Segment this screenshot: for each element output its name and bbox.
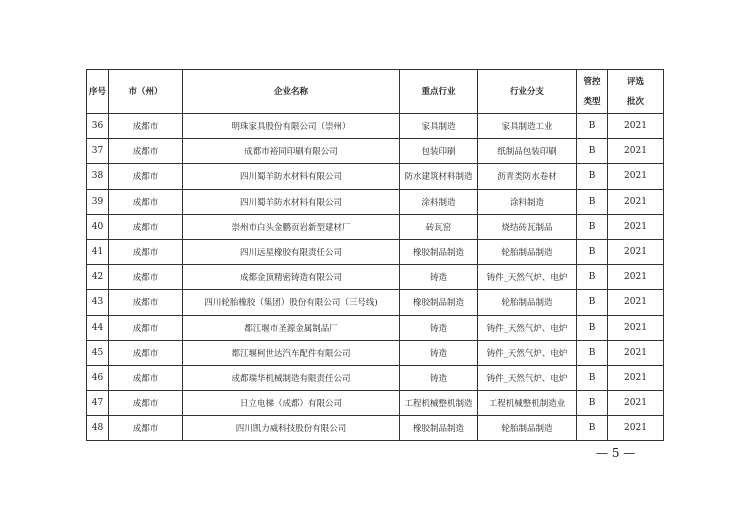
cell-index: 45	[87, 340, 109, 365]
cell-branch: 烧结砖瓦制品	[478, 214, 577, 239]
cell-control-type: B	[577, 290, 608, 315]
cell-industry: 涂料制造	[400, 189, 478, 214]
cell-city: 成都市	[109, 114, 183, 139]
cell-batch: 2021	[608, 391, 664, 416]
cell-city: 成都市	[109, 315, 183, 340]
table-row	[87, 139, 664, 164]
cell-branch: 轮胎制品制造	[478, 416, 577, 441]
cell-company: 都江堰市圣源金属制品厂	[183, 315, 400, 340]
cell-company: 四川蜀羊防水材料有限公司	[183, 189, 400, 214]
table-row	[87, 189, 664, 214]
cell-control-type: B	[577, 114, 608, 139]
cell-index: 42	[87, 265, 109, 290]
header-index: 序号	[87, 70, 109, 114]
cell-batch: 2021	[608, 189, 664, 214]
table-row	[87, 391, 664, 416]
cell-index: 40	[87, 214, 109, 239]
cell-industry: 砖瓦窑	[400, 214, 478, 239]
cell-batch: 2021	[608, 340, 664, 365]
cell-city: 成都市	[109, 139, 183, 164]
cell-company: 成都市裕同印刷有限公司	[183, 139, 400, 164]
cell-branch: 家具制造工业	[478, 114, 577, 139]
cell-company: 崇州市白头金鹏页岩新型建材厂	[183, 214, 400, 239]
cell-company: 四川轮胎橡胶（集团）股份有限公司（三号线)	[183, 290, 400, 315]
cell-batch: 2021	[608, 416, 664, 441]
cell-branch: 涂料制造	[478, 189, 577, 214]
cell-control-type: B	[577, 189, 608, 214]
cell-branch: 铸件_天然气炉、电炉	[478, 315, 577, 340]
cell-index: 43	[87, 290, 109, 315]
header-control-type-text: 管控类型	[583, 76, 601, 107]
cell-index: 38	[87, 164, 109, 189]
table-row	[87, 265, 664, 290]
cell-batch: 2021	[608, 214, 664, 239]
cell-company: 日立电梯（成都）有限公司	[183, 391, 400, 416]
cell-batch: 2021	[608, 164, 664, 189]
cell-index: 44	[87, 315, 109, 340]
cell-city: 成都市	[109, 164, 183, 189]
cell-branch: 轮胎制品制造	[478, 290, 577, 315]
cell-control-type: B	[577, 365, 608, 390]
cell-company: 四川蜀羊防水材料有限公司	[183, 164, 400, 189]
cell-branch: 工程机械整机制造业	[478, 391, 577, 416]
header-company: 企业名称	[183, 70, 400, 114]
cell-control-type: B	[577, 340, 608, 365]
cell-branch: 铸件_天然气炉、电炉	[478, 265, 577, 290]
cell-city: 成都市	[109, 416, 183, 441]
cell-city: 成都市	[109, 189, 183, 214]
cell-branch: 纸制品包装印刷	[478, 139, 577, 164]
cell-industry: 橡胶制品制造	[400, 239, 478, 264]
cell-industry: 防水建筑材料制造	[400, 164, 478, 189]
cell-index: 36	[87, 114, 109, 139]
header-city: 市（州）	[109, 70, 183, 114]
header-industry: 重点行业	[400, 70, 478, 114]
cell-company: 明珠家具股份有限公司（崇州）	[183, 114, 400, 139]
cell-industry: 橡胶制品制造	[400, 416, 478, 441]
cell-branch: 铸件_天然气炉、电炉	[478, 365, 577, 390]
cell-city: 成都市	[109, 340, 183, 365]
cell-city: 成都市	[109, 290, 183, 315]
cell-industry: 铸造	[400, 265, 478, 290]
table-row	[87, 290, 664, 315]
cell-batch: 2021	[608, 114, 664, 139]
table-row	[87, 340, 664, 365]
cell-industry: 铸造	[400, 365, 478, 390]
cell-branch: 轮胎制品制造	[478, 239, 577, 264]
cell-batch: 2021	[608, 239, 664, 264]
table-row	[87, 214, 664, 239]
header-branch: 行业分支	[478, 70, 577, 114]
cell-industry: 铸造	[400, 340, 478, 365]
cell-industry: 工程机械整机制造	[400, 391, 478, 416]
cell-control-type: B	[577, 139, 608, 164]
cell-index: 46	[87, 365, 109, 390]
cell-industry: 家具制造	[400, 114, 478, 139]
cell-control-type: B	[577, 315, 608, 340]
cell-company: 都江堰柯世达汽车配件有限公司	[183, 340, 400, 365]
table-row	[87, 114, 664, 139]
enterprise-table	[86, 69, 664, 441]
cell-company: 四川凯力威科技股份有限公司	[183, 416, 400, 441]
cell-index: 48	[87, 416, 109, 441]
cell-company: 成都金顶精密铸造有限公司	[183, 265, 400, 290]
cell-index: 39	[87, 189, 109, 214]
cell-batch: 2021	[608, 139, 664, 164]
cell-industry: 铸造	[400, 315, 478, 340]
table-row	[87, 164, 664, 189]
cell-industry: 橡胶制品制造	[400, 290, 478, 315]
table-row	[87, 315, 664, 340]
cell-city: 成都市	[109, 239, 183, 264]
page-number: — 5 —	[596, 446, 636, 460]
cell-batch: 2021	[608, 290, 664, 315]
cell-branch: 铸件_天然气炉、电炉	[478, 340, 577, 365]
cell-batch: 2021	[608, 265, 664, 290]
cell-company: 成都瑞华机械制造有限责任公司	[183, 365, 400, 390]
cell-index: 37	[87, 139, 109, 164]
cell-control-type: B	[577, 265, 608, 290]
cell-control-type: B	[577, 164, 608, 189]
cell-city: 成都市	[109, 365, 183, 390]
table-row	[87, 416, 664, 441]
cell-batch: 2021	[608, 315, 664, 340]
header-control-type	[577, 70, 608, 114]
header-batch-text: 评选批次	[626, 76, 644, 107]
cell-control-type: B	[577, 391, 608, 416]
cell-control-type: B	[577, 416, 608, 441]
table-header-row	[87, 70, 664, 114]
cell-city: 成都市	[109, 391, 183, 416]
table-row	[87, 239, 664, 264]
cell-batch: 2021	[608, 365, 664, 390]
cell-industry: 包装印刷	[400, 139, 478, 164]
cell-index: 47	[87, 391, 109, 416]
cell-city: 成都市	[109, 214, 183, 239]
cell-control-type: B	[577, 239, 608, 264]
header-batch	[608, 70, 664, 114]
cell-index: 41	[87, 239, 109, 264]
cell-company: 四川远星橡胶有限责任公司	[183, 239, 400, 264]
cell-branch: 沥青类防水卷材	[478, 164, 577, 189]
cell-control-type: B	[577, 214, 608, 239]
table-row	[87, 365, 664, 390]
cell-city: 成都市	[109, 265, 183, 290]
